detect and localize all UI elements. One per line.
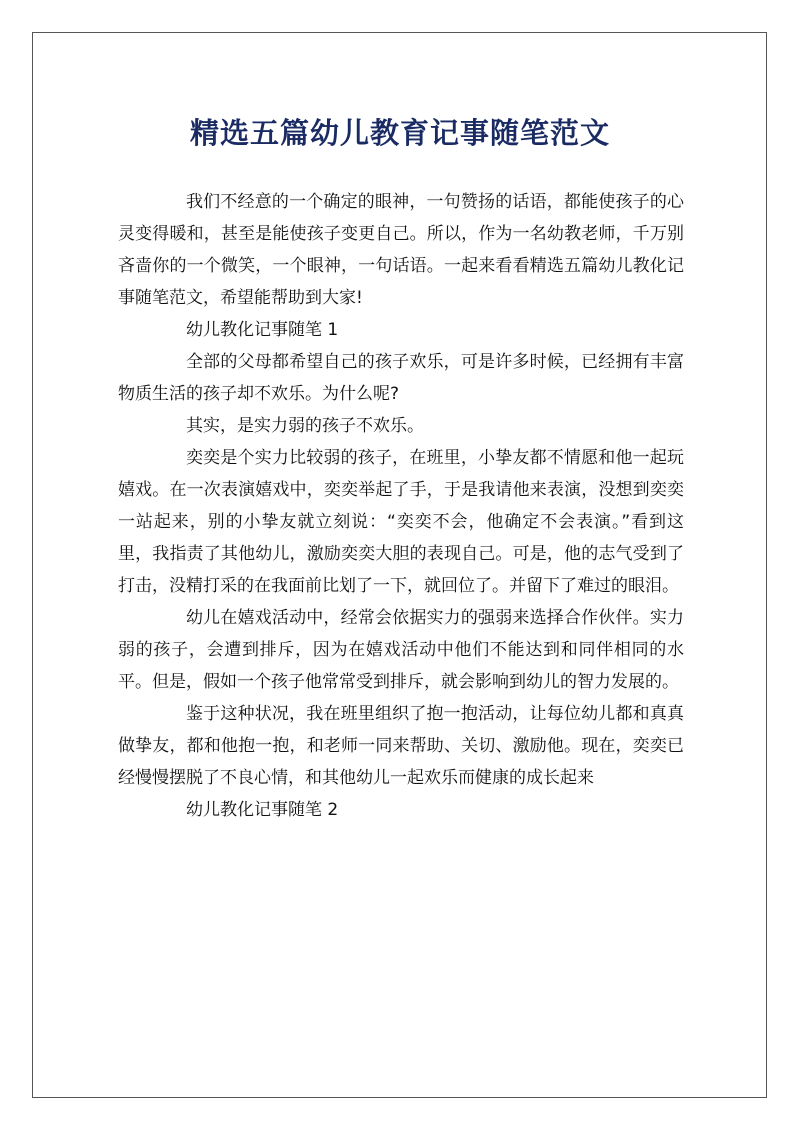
intro-paragraph: 我们不经意的一个确定的眼神，一句赞扬的话语，都能使孩子的心灵变得暖和，甚至是能使孩子变更自己。所以，作为一名幼教老师，千万别吝啬你的一个微笑，一个眼神，一句话语。一起来看看精选五篇幼儿教化记事随笔范文，希望能帮助到大家! xyxy=(118,192,684,308)
document-title: 精选五篇幼儿教育记事随笔范文 xyxy=(189,116,610,150)
section-heading-2: 幼儿教化记事随笔 2 xyxy=(186,800,339,820)
body-paragraph: 全部的父母都希望自己的孩子欢乐，可是许多时候，已经拥有丰富物质生活的孩子却不欢乐。为什么呢? xyxy=(118,352,684,404)
body-paragraph: 奕奕是个实力比较弱的孩子，在班里，小挚友都不情愿和他一起玩嬉戏。在一次表演嬉戏中，奕奕举起了手，于是我请他来表演，没想到奕奕一站起来，别的小挚友就立刻说：“奕奕不会，他确定不会表演。”看到这里，我指责了其他幼儿，激励奕奕大胆的表现自己。可是，他的志气受到了打击，没精打采的在我面前比划了一下，就回位了。并留下了难过的眼泪。 xyxy=(118,448,684,596)
body-paragraph: 幼儿在嬉戏活动中，经常会依据实力的强弱来选择合作伙伴。实力弱的孩子，会遭到排斥，因为在嬉戏活动中他们不能达到和同伴相同的水平。但是，假如一个孩子他常常受到排斥，就会影响到幼儿的智力发展的。 xyxy=(118,608,684,692)
section-heading-1: 幼儿教化记事随笔 1 xyxy=(186,320,339,340)
body-paragraph: 其实，是实力弱的孩子不欢乐。 xyxy=(186,416,424,436)
body-paragraph: 鉴于这种状况，我在班里组织了抱一抱活动，让每位幼儿都和真真做挚友，都和他抱一抱，和老师一同来帮助、关切、激励他。现在，奕奕已经慢慢摆脱了不良心情，和其他幼儿一起欢乐而健康的成长起来 xyxy=(118,704,684,788)
document-body xyxy=(118,186,684,826)
